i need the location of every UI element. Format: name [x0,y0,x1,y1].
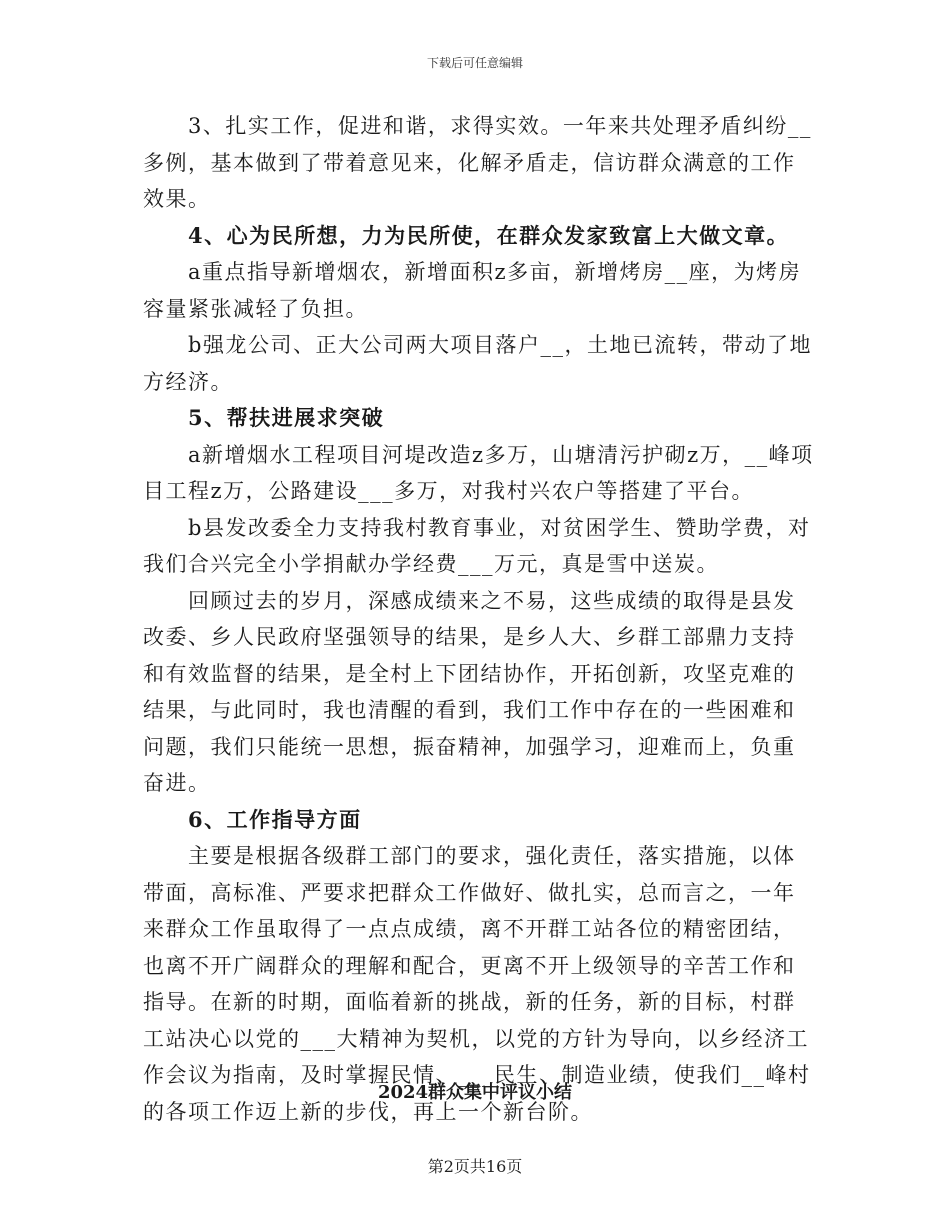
section-heading-4: 4、心为民所想，力为民所使，在群众发家致富上大做文章。 [188,222,790,248]
section-heading-5: 5、帮扶进展求突破 [188,405,385,430]
paragraph-4b: b强龙公司、正大公司两大项目落户__，土地已流转，带动了地方经济。 [143,333,812,394]
page-number: 第2页共16页 [427,1157,523,1176]
section-heading-6: 6、工作指导方面 [188,806,362,832]
paragraph-4a: a重点指导新增烟农，新增面积z多亩，新增烤房__座，为烤房容量紧张减轻了负担。 [143,260,802,321]
paragraph-review: 回顾过去的岁月，深感成绩来之不易，这些成绩的取得是县发改委、乡人民政府坚强领导的结果，是乡人大、乡群工部鼎力支持和有效监督的结果，是全村上下团结协作，开拓创新，攻坚克难的结果，与此同时，我也清醒的看到，我们工作中存在的一些困难和问题，我们只能统一思想，振奋精神，加强学习，迎难而上，负重奋进。 [143,588,796,795]
paragraph-6: 主要是根据各级群工部门的要求，强化责任，落实措施，以体带面，高标准、严要求把群众工作做好、做扎实，总而言之，一年来群众工作虽取得了一点点成绩，离不开群工站各位的精密团结，也离不开广阔群众的理解和配合，更离不开上级领导的辛苦工作和指导。在新的时期，面临着新的挑战，新的任务，新的目标，村群工站决心以党的___大精神为契机，以党的方针为导向，以乡经济工作会议为指南，及时掌握民情、___民生、制造业绩，使我们__峰村的各项工作迈上新的步伐，再上一个新台阶。 [143,844,811,1124]
document-body [143,108,815,1130]
paragraph-5b: b县发改委全力支持我村教育事业，对贫困学生、赞助学费，对我们合兴完全小学捐献办学经费___万元，真是雪中送炭。 [143,515,811,576]
document-title: 2024群众集中评议小结 [377,1082,573,1103]
paragraph-1: 3、扎实工作，促进和谐，求得实效。一年来共处理矛盾纠纷__多例，基本做到了带着意见来，化解矛盾走，信访群众满意的工作效果。 [143,114,812,211]
paragraph-5a: a新增烟水工程项目河堤改造z多万，山塘清污护砌z万，__峰项目工程z万，公路建设___多万，对我村兴农户等搭建了平台。 [143,442,814,503]
page-header-note: 下载后可任意编辑 [426,56,523,70]
